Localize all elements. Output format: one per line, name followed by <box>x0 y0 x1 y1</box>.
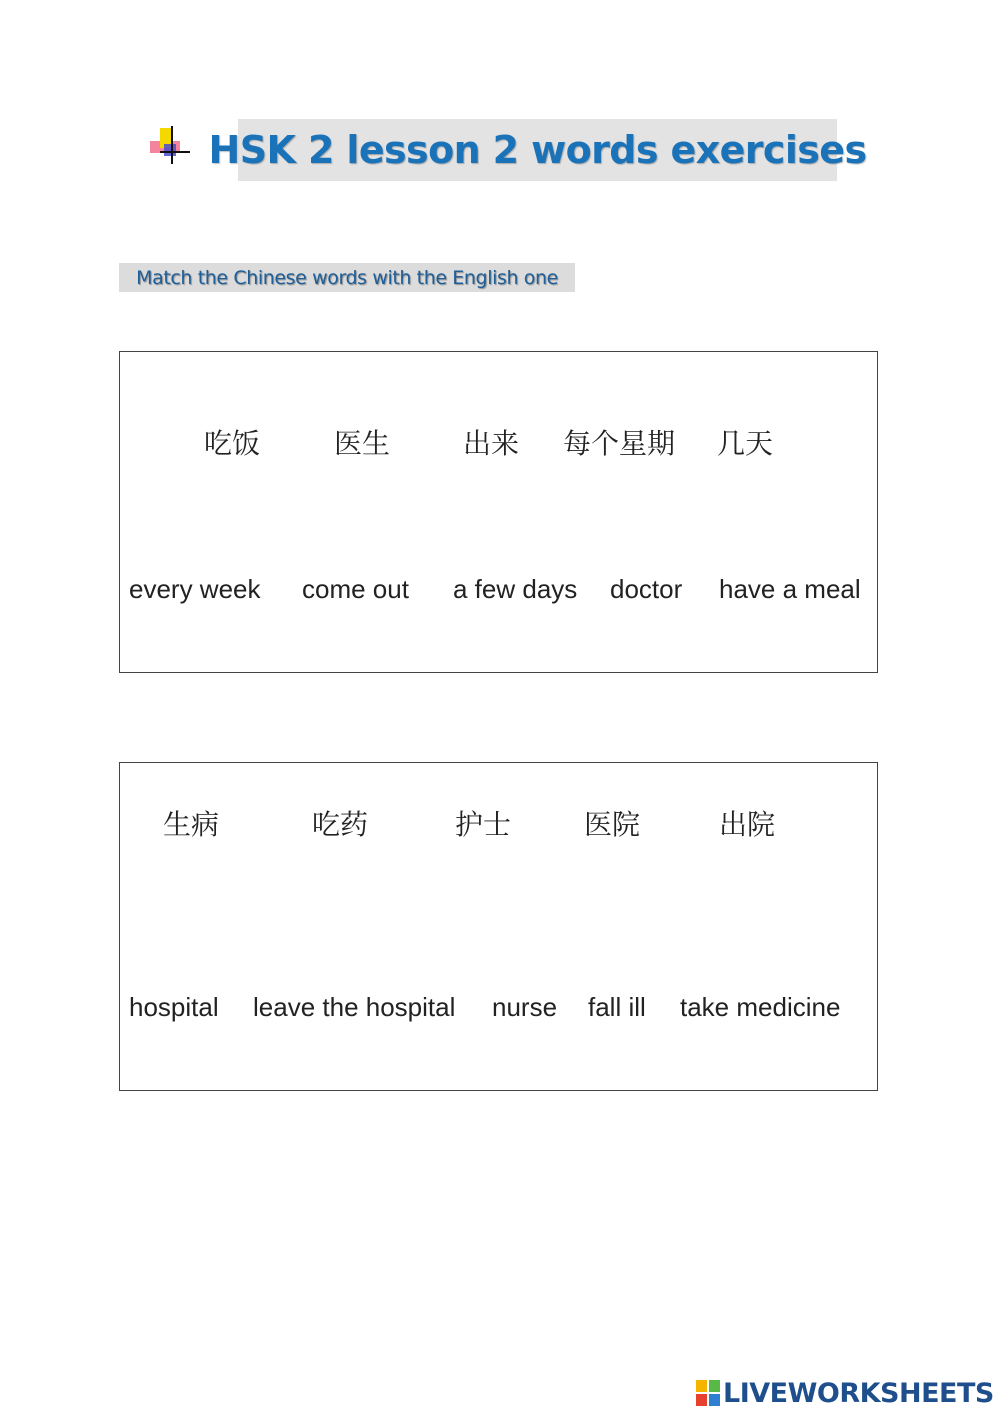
english-word[interactable]: leave the hospital <box>253 992 456 1022</box>
english-word[interactable]: take medicine <box>680 992 841 1022</box>
english-word[interactable]: doctor <box>610 574 683 604</box>
liveworksheets-logo-icon <box>696 1380 720 1406</box>
chinese-word[interactable]: 几天 <box>717 427 774 460</box>
exercise-box-2 <box>119 762 878 1091</box>
english-word[interactable]: come out <box>302 574 409 604</box>
title-banner <box>208 119 867 181</box>
footer-logo <box>696 1375 994 1411</box>
instruction-text: Match the Chinese words with the English one <box>136 266 558 289</box>
chinese-word[interactable]: 生病 <box>163 808 220 841</box>
chinese-word[interactable]: 出院 <box>719 808 776 841</box>
chinese-word[interactable]: 出来 <box>463 427 520 460</box>
page-title: HSK 2 lesson 2 words exercises <box>208 128 867 172</box>
english-word[interactable]: fall ill <box>588 992 646 1022</box>
chinese-word[interactable]: 医生 <box>334 427 391 460</box>
exercise-box-1 <box>119 351 878 673</box>
chinese-word[interactable]: 每个星期 <box>563 427 676 460</box>
english-word[interactable]: every week <box>129 574 261 604</box>
english-word[interactable]: hospital <box>129 992 219 1022</box>
chinese-word[interactable]: 吃药 <box>312 808 369 841</box>
brand-name: LIVEWORKSHEETS <box>723 1377 994 1409</box>
instruction-banner <box>119 263 575 292</box>
decorative-bullet-icon <box>148 126 192 166</box>
chinese-word[interactable]: 医院 <box>584 808 641 841</box>
chinese-word[interactable]: 吃饭 <box>204 427 261 460</box>
english-word[interactable]: have a meal <box>719 574 861 604</box>
english-word[interactable]: nurse <box>492 992 558 1022</box>
english-word[interactable]: a few days <box>453 574 578 604</box>
chinese-word[interactable]: 护士 <box>455 808 512 841</box>
